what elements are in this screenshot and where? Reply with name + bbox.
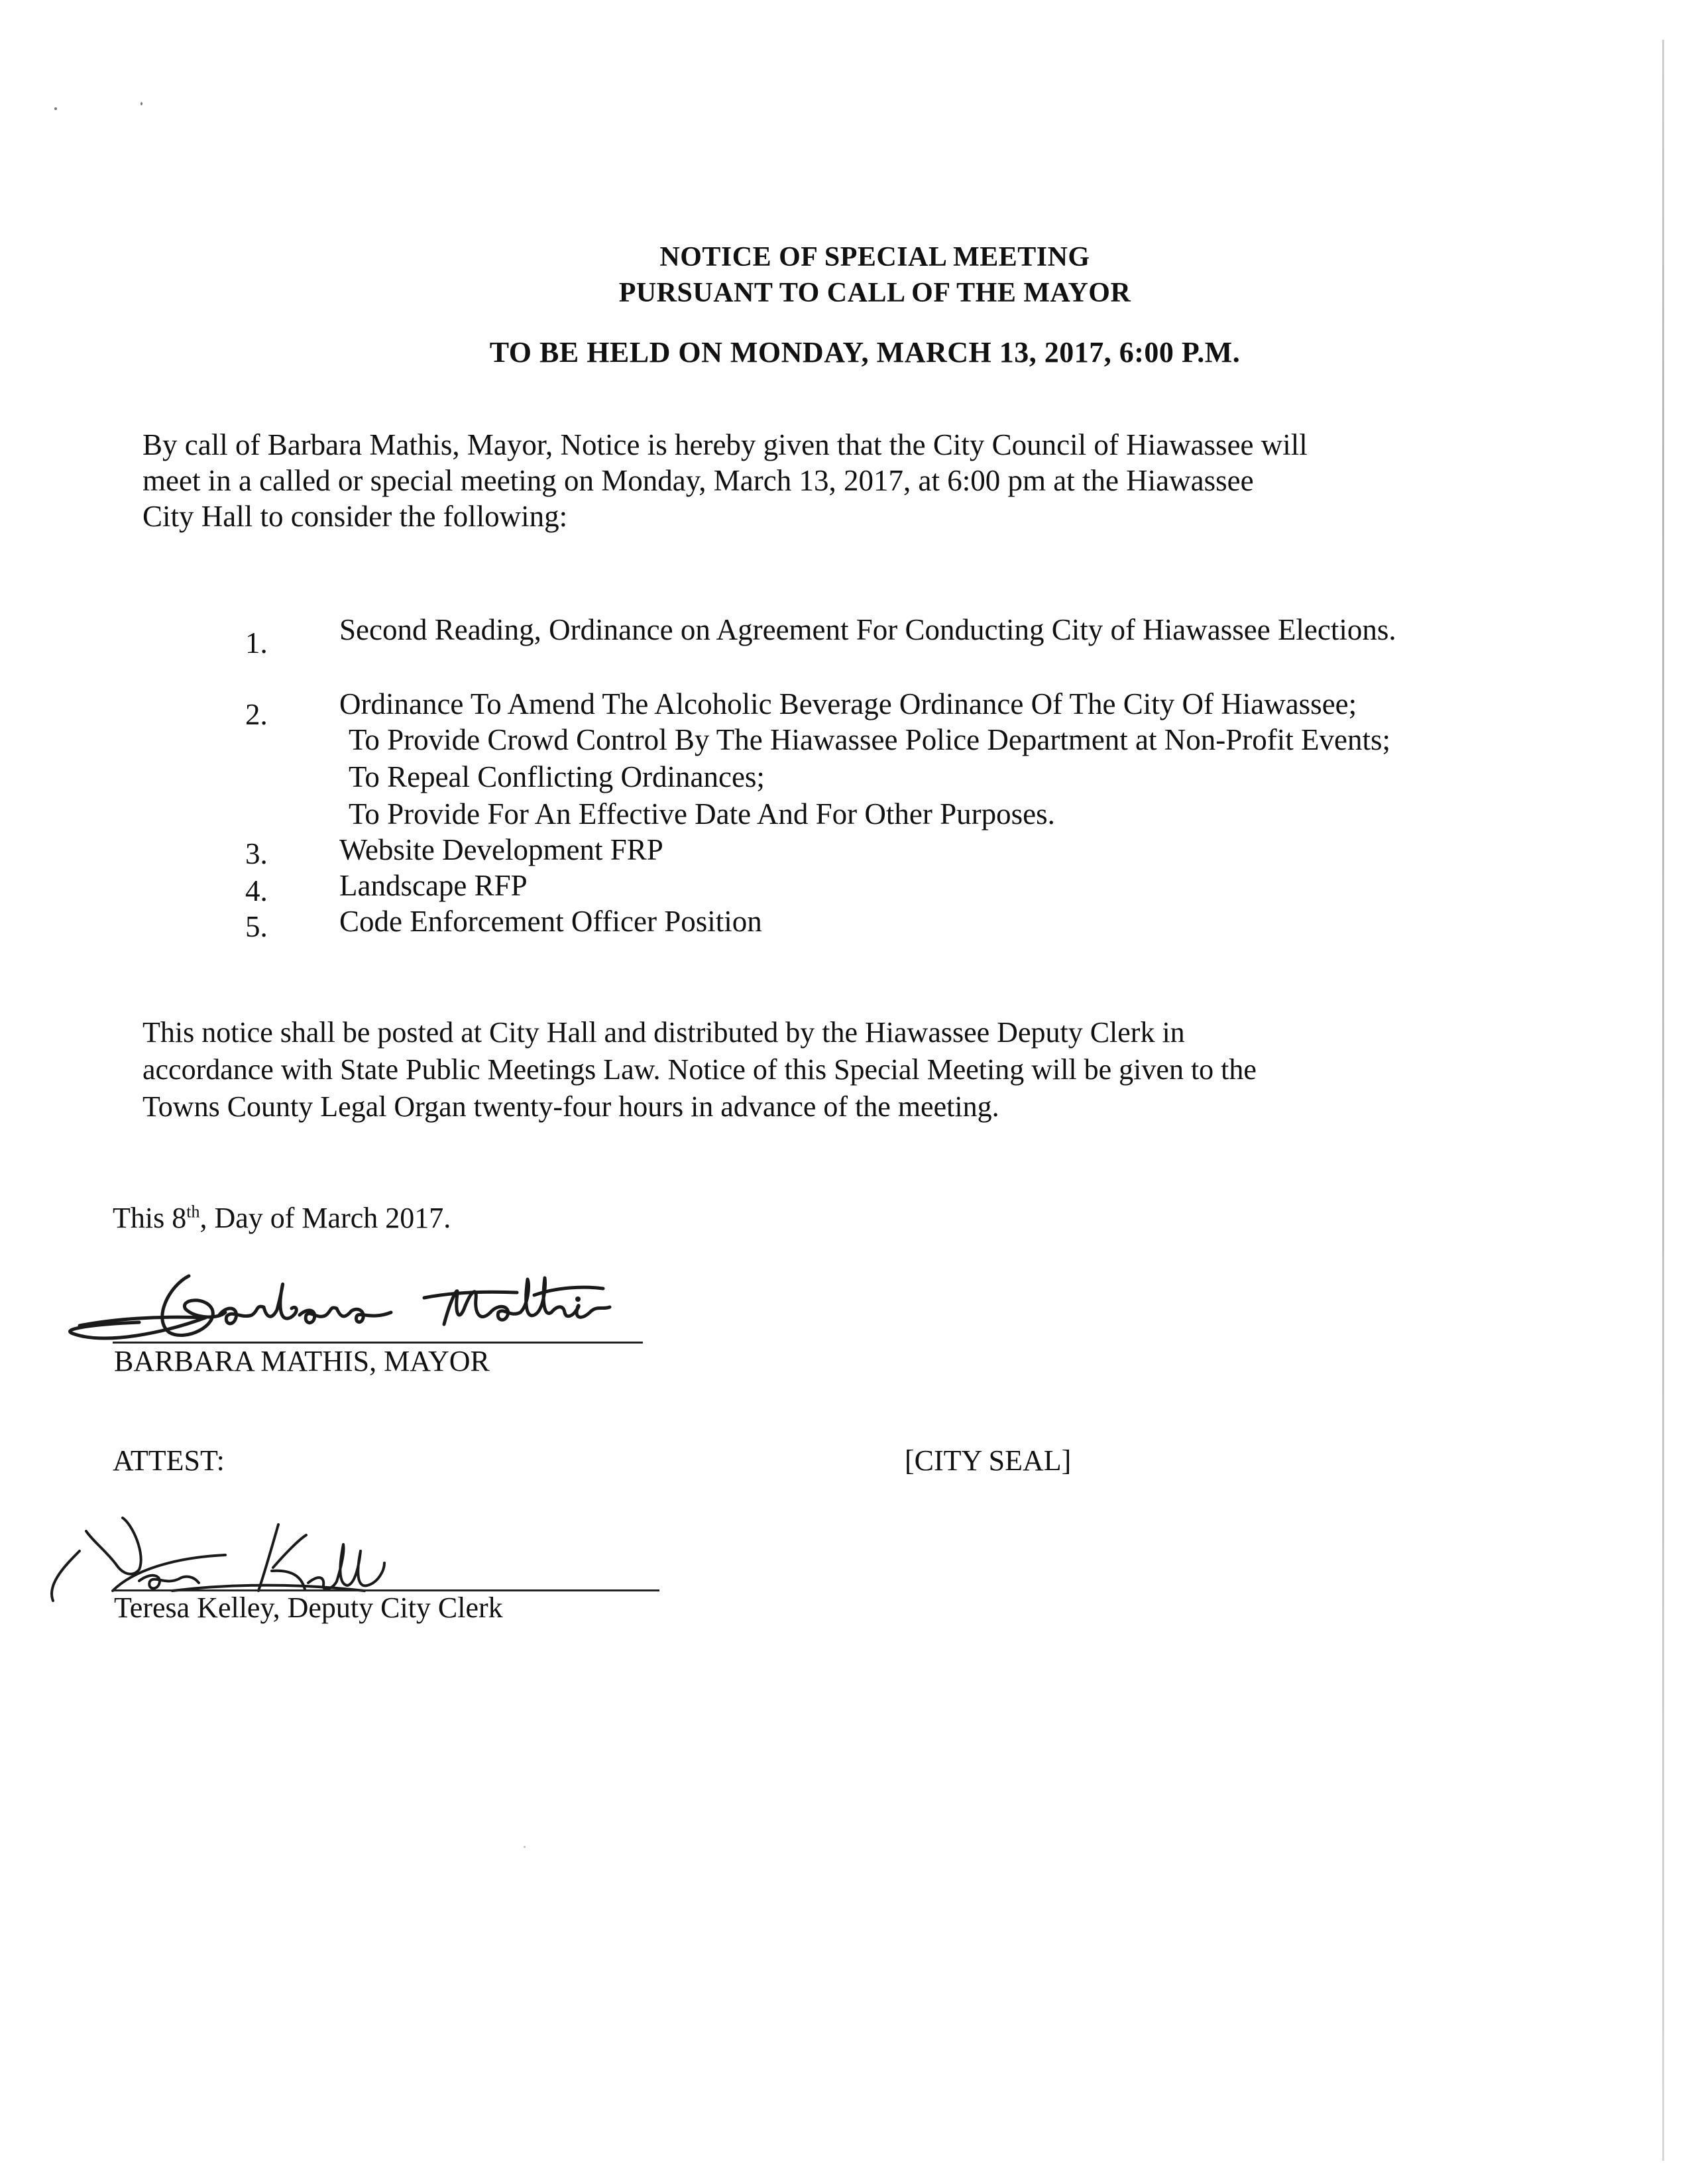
- agenda-item-text: Landscape RFP: [339, 869, 528, 902]
- meeting-date-heading: TO BE HELD ON MONDAY, MARCH 13, 2017, 6:00 P.M.: [489, 336, 1241, 369]
- agenda-item-number: 3.: [245, 837, 268, 870]
- agenda-item-text: Ordinance To Amend The Alcoholic Beverage Ordinance Of The City Of Hiawassee;: [339, 687, 1357, 720]
- agenda-item-subline: To Provide For An Effective Date And For Other Purposes.: [349, 797, 1055, 831]
- clerk-name-label: Teresa Kelley, Deputy City Clerk: [114, 1591, 503, 1624]
- closing-line: This notice shall be posted at City Hall and distributed by the Hiawassee Deputy Clerk in: [142, 1016, 1185, 1049]
- mayor-name-label: BARBARA MATHIS, MAYOR: [114, 1345, 490, 1377]
- mayor-signature-line: [113, 1342, 643, 1344]
- dated-line: [113, 1201, 451, 1235]
- dated-suffix: , Day of March 2017.: [199, 1202, 451, 1234]
- intro-line: City Hall to consider the following:: [142, 500, 568, 533]
- intro-line: meet in a called or special meeting on Monday, March 13, 2017, at 6:00 pm at the Hiawassee: [142, 464, 1254, 497]
- agenda-item-subline: To Provide Crowd Control By The Hiawassee Police Department at Non-Profit Events;: [349, 723, 1390, 756]
- intro-line: By call of Barbara Mathis, Mayor, Notice is hereby given that the City Council of Hiawassee will: [142, 428, 1308, 461]
- agenda-item-number: 1.: [245, 626, 268, 660]
- closing-line: Towns County Legal Organ twenty-four hours in advance of the meeting.: [142, 1090, 999, 1123]
- dated-ordinal: th: [186, 1202, 200, 1222]
- mayor-signature: [53, 1246, 649, 1405]
- agenda-item-subline: To Repeal Conflicting Ordinances;: [349, 760, 765, 793]
- attest-label: ATTEST:: [113, 1444, 225, 1477]
- agenda-item-number: 2.: [245, 698, 268, 731]
- notice-title: NOTICE OF SPECIAL MEETING: [659, 242, 1090, 272]
- agenda-item-text: Code Enforcement Officer Position: [339, 905, 762, 938]
- dated-prefix: This 8: [113, 1202, 187, 1234]
- agenda-item-text: Website Development FRP: [339, 833, 663, 866]
- closing-line: accordance with State Public Meetings Law. Notice of this Special Meeting will be given to the: [142, 1053, 1257, 1086]
- agenda-item-number: 4.: [245, 874, 268, 907]
- city-seal-label: [CITY SEAL]: [905, 1444, 1072, 1477]
- agenda-item-text: Second Reading, Ordinance on Agreement For Conducting City of Hiawassee Elections.: [339, 613, 1396, 646]
- notice-subtitle: PURSUANT TO CALL OF THE MAYOR: [618, 278, 1131, 308]
- agenda-item-number: 5.: [245, 910, 268, 943]
- closing-paragraph: [142, 1014, 1402, 1125]
